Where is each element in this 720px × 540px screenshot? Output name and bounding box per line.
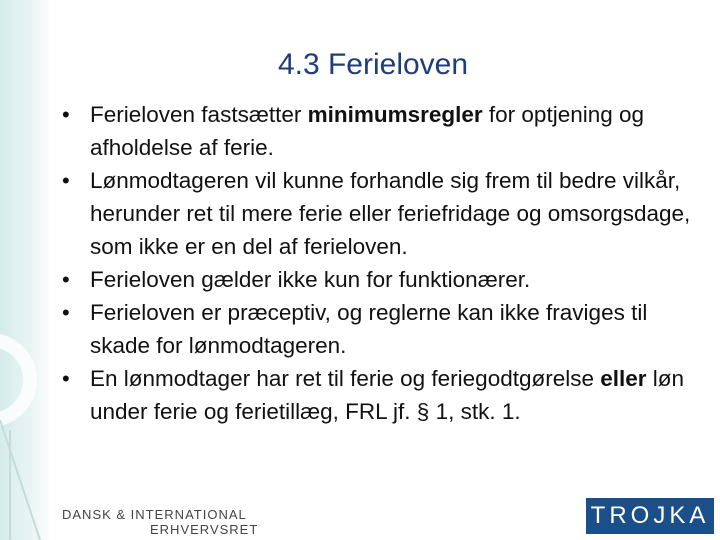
bullet-item: • En lønmodtager har ret til ferie og feriegodtgørelse eller løn under ferie og ferietillæg, FRL jf. § 1, stk. 1.	[62, 362, 702, 428]
footer-logo-line1: DANSK & INTERNATIONAL	[62, 507, 247, 522]
footer-logo-line2: ERHVERVSRET	[150, 522, 259, 537]
footer-logo	[62, 507, 258, 537]
bullet-list	[62, 98, 702, 428]
bullet-item: • Ferieloven gælder ikke kun for funktionærer.	[62, 263, 702, 296]
bullet-item: • Ferieloven fastsætter minimumsregler for optjening og afholdelse af ferie.	[62, 98, 702, 164]
bullet-item: • Ferieloven er præceptiv, og reglerne kan ikke fraviges til skade for lønmodtageren.	[62, 296, 702, 362]
bullet-item: • Lønmodtageren vil kunne forhandle sig frem til bedre vilkår, herunder ret til mere ferie eller feriefridage og omsorgsdage, som ikke er en del af ferieloven.	[62, 164, 702, 263]
brand-logo: TROJKA	[586, 498, 714, 534]
slide-title: 4.3 Ferieloven	[277, 48, 469, 81]
